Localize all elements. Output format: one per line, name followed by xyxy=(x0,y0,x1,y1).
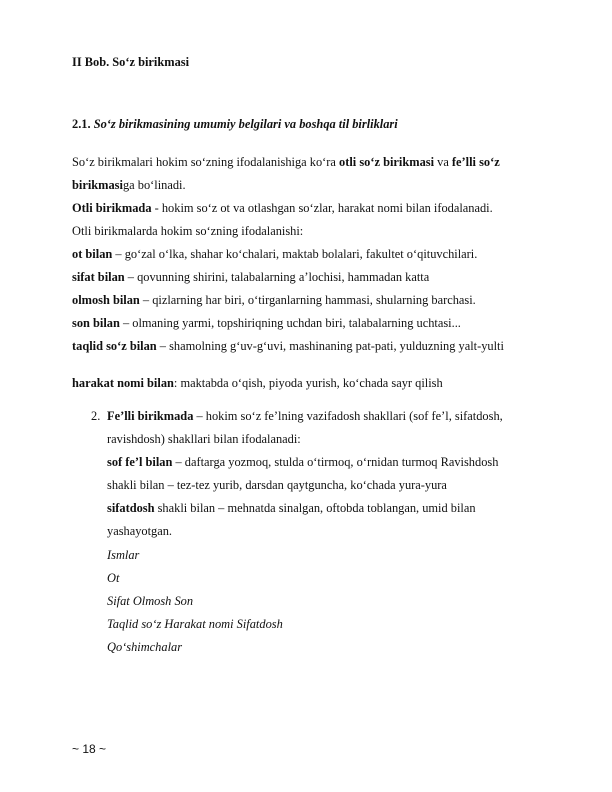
felli-line-2: ravishdosh) shakllari bilan ifodalanadi: xyxy=(107,432,301,446)
page-number: ~ 18 ~ xyxy=(72,742,107,756)
example-text: – olmaning yarmi, topshiriqning uchdan biri, talabalarning uchtasi... xyxy=(119,316,461,330)
sof-text: – daftarga yozmoq, stulda o‘tirmoq, o‘rnidan turmoq Ravishdosh xyxy=(172,455,499,469)
example-term: sifat bilan xyxy=(72,270,125,284)
term-otli: otli so‘z birikmasi xyxy=(339,155,435,169)
example-text: – go‘zal o‘lka, shahar ko‘chalari, maktab bolalari, fakultet o‘qituvchilari. xyxy=(112,247,478,261)
intro-text: So‘z birikmalari hokim so‘zning ifodalanishiga ko‘ra xyxy=(72,155,340,169)
section-title: So‘z birikmasining umumiy belgilari va boshqa til birliklari xyxy=(93,117,398,131)
harakat-line xyxy=(72,375,443,391)
example-text: – qovunning shirini, talabalarning a’lochisi, hammadan katta xyxy=(124,270,430,284)
term-birikmasi: birikmasi xyxy=(72,178,123,192)
sifatdosh-text: shakli bilan – mehnatda sinalgan, oftobda toblangan, umid bilan xyxy=(154,501,476,515)
example-term: ot bilan xyxy=(72,247,113,261)
italic-line: Ot xyxy=(107,571,120,585)
italic-line: Sifat Olmosh Son xyxy=(107,594,194,608)
felli-line-1 xyxy=(107,408,503,424)
example-line xyxy=(72,246,477,262)
intro-text-2: ga bo‘linadi. xyxy=(122,178,186,192)
otli-definition xyxy=(72,200,493,216)
example-term: son bilan xyxy=(72,316,120,330)
sof-line xyxy=(107,454,498,470)
example-line xyxy=(72,338,504,354)
sifatdosh-line xyxy=(107,500,476,516)
example-line xyxy=(72,269,429,285)
otli-def: - hokim so‘z ot va otlashgan so‘zlar, harakat nomi bilan ifodalanadi. xyxy=(151,201,493,215)
italic-line: Ismlar xyxy=(107,548,140,562)
example-line xyxy=(72,315,461,331)
harakat-term: harakat nomi bilan xyxy=(72,376,174,390)
example-line xyxy=(72,292,476,308)
italic-line: Taqlid so‘z Harakat nomi Sifatdosh xyxy=(107,617,283,631)
intro-line-1 xyxy=(72,154,500,170)
harakat-text: : maktabda o‘qish, piyoda yurish, ko‘chada sayr qilish xyxy=(173,376,443,390)
chapter-title: II Bob. So‘z birikmasi xyxy=(72,55,190,69)
term-felli: fe’lli so‘z xyxy=(451,155,500,169)
ravishdosh-line: shakli bilan – tez-tez yurib, darsdan qaytguncha, ko‘chada yura-yura xyxy=(107,478,447,492)
felli-text: – hokim so‘z fe’lning vazifadosh shakllari (sof fe’l, sifatdosh, xyxy=(193,409,503,423)
sifatdosh-term: sifatdosh xyxy=(107,501,155,515)
section-number: 2.1. xyxy=(72,117,91,131)
section-heading xyxy=(72,116,398,132)
list-number: 2. xyxy=(91,409,101,423)
otli-term: Otli birikmada xyxy=(72,201,152,215)
felli-term: Fe’lli birikmada xyxy=(107,409,194,423)
intro-connector: va xyxy=(434,155,452,169)
example-text: – qizlarning har biri, o‘tirganlarning hammasi, shularning barchasi. xyxy=(139,293,476,307)
example-text: – shamolning g‘uv-g‘uvi, mashinaning pat-pati, yulduzning yalt-yulti xyxy=(156,339,504,353)
sof-term: sof fe’l bilan xyxy=(107,455,173,469)
intro-line-2 xyxy=(72,177,186,193)
sifatdosh-line-2: yashayotgan. xyxy=(107,524,173,538)
italic-line: Qo‘shimchalar xyxy=(107,640,183,654)
example-term: olmosh bilan xyxy=(72,293,140,307)
example-term: taqlid so‘z bilan xyxy=(72,339,157,353)
otli-expressed: Otli birikmalarda hokim so‘zning ifodalanishi: xyxy=(72,224,304,238)
